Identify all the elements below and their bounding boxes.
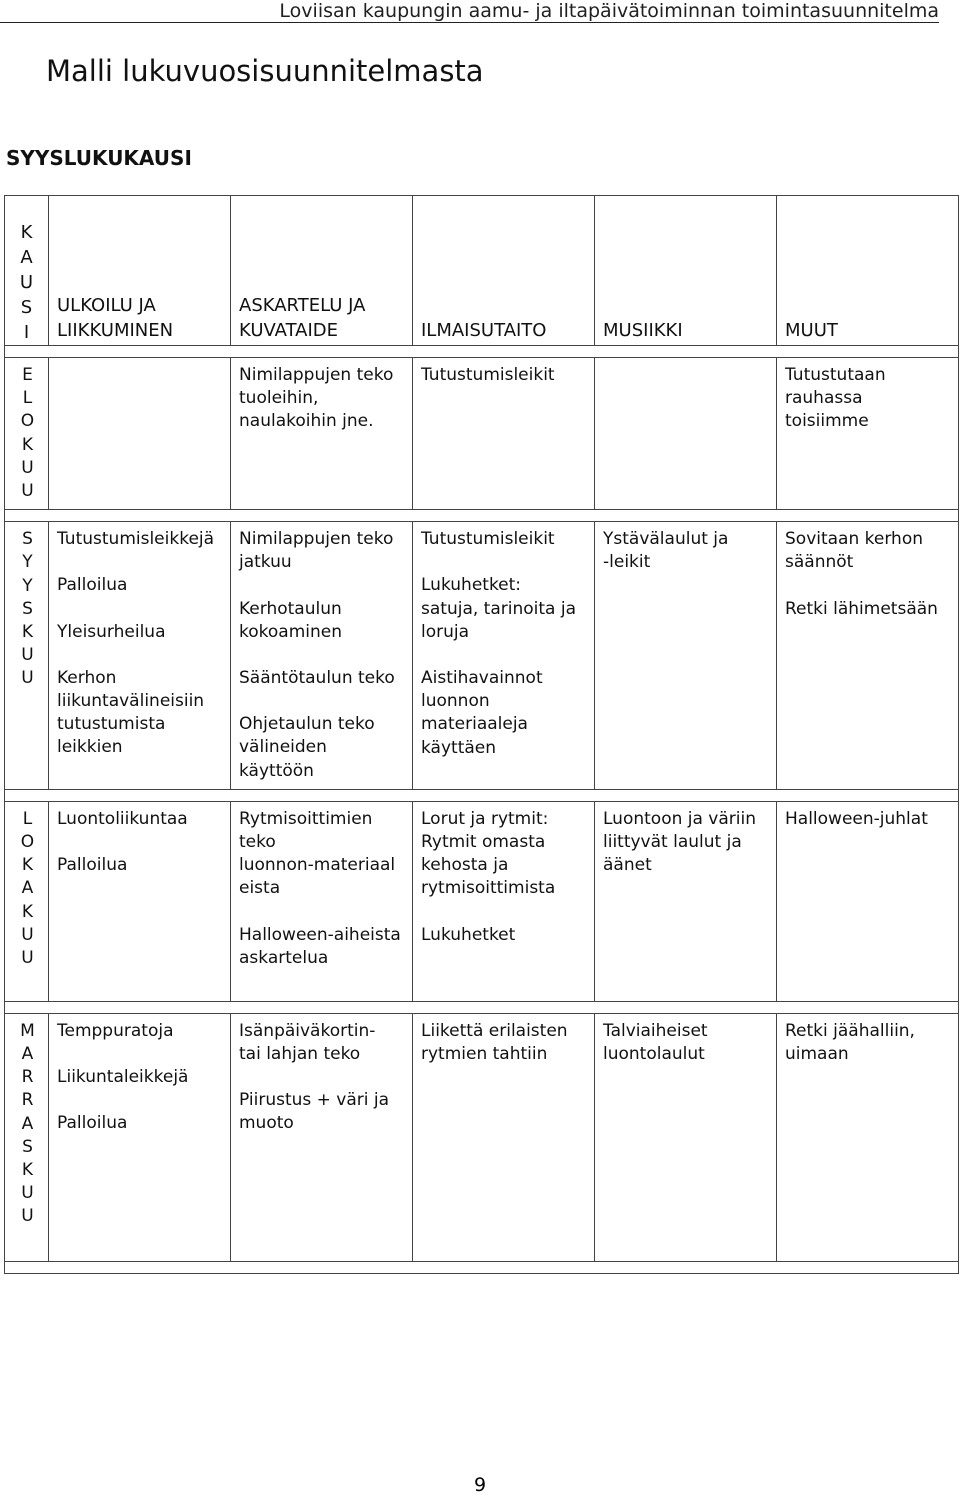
- activity-line: Talviaiheiset: [603, 1020, 708, 1041]
- activity-content: [413, 802, 594, 953]
- activity-line: eista: [239, 878, 281, 899]
- activity-item: [57, 808, 224, 831]
- activity-cell: [777, 801, 959, 1001]
- column-header-label: [595, 312, 776, 345]
- activity-item: [421, 667, 588, 760]
- month-letter: I: [23, 322, 30, 343]
- activity-line: Rytmit omasta: [421, 832, 546, 853]
- row-separator: [5, 510, 959, 522]
- column-header-line: KUVATAIDE: [239, 320, 339, 341]
- activity-line: Tutustumisleikkejä: [57, 529, 215, 550]
- activity-line: Luontoliikuntaa: [57, 808, 188, 829]
- activity-content: [49, 1014, 230, 1142]
- activity-line: Kerhon: [57, 667, 117, 688]
- row-separator: [5, 789, 959, 801]
- month-letter: Y: [22, 552, 33, 573]
- column-header-line: MUUT: [785, 320, 838, 341]
- activity-cell: [595, 358, 777, 510]
- column-header: [777, 196, 959, 346]
- activity-line: Tutustumisleikit: [421, 365, 555, 385]
- column-header-label: [49, 287, 230, 345]
- column-header-line: ASKARTELU JA: [239, 295, 366, 316]
- month-letter: U: [19, 272, 34, 293]
- month-letter: U: [21, 1183, 34, 1204]
- activity-line: Sovitaan kerhon: [785, 529, 923, 550]
- activity-line: säännöt: [785, 552, 854, 573]
- column-header: [413, 196, 595, 346]
- activity-line: Halloween-juhlat: [785, 808, 928, 829]
- month-letter: U: [21, 668, 34, 689]
- month-letter: A: [21, 1113, 34, 1134]
- activity-item: [239, 924, 406, 970]
- activity-line: Aistihavainnot: [421, 668, 543, 689]
- activity-line: Ystävälaulut ja: [603, 529, 729, 550]
- activity-item: [57, 621, 224, 644]
- activity-cell: [49, 522, 231, 790]
- column-header: [49, 196, 231, 346]
- activity-line: Piirustus + väri ja: [239, 1090, 390, 1111]
- activity-content: [413, 358, 594, 393]
- activity-content: [231, 358, 412, 440]
- activity-item: [421, 924, 588, 947]
- activity-line: Lorut ja rytmit:: [421, 808, 549, 829]
- activity-line: Nimilappujen teko: [239, 365, 394, 385]
- activity-item: [785, 528, 952, 574]
- separator-cell: [5, 346, 959, 358]
- activity-item: [57, 528, 224, 551]
- activity-item: [603, 528, 770, 574]
- activity-item: [239, 598, 406, 644]
- activity-item: [603, 808, 770, 878]
- activity-line: uimaan: [785, 1044, 849, 1065]
- activity-line: Retki jäähalliin,: [785, 1020, 915, 1041]
- activity-line: käyttäen: [421, 737, 497, 758]
- activity-content: [49, 358, 230, 370]
- section-title: SYYSLUKUKAUSI: [6, 146, 192, 170]
- month-letter: U: [21, 481, 34, 502]
- column-header-line: MUSIIKKI: [603, 320, 683, 341]
- activity-cell: [777, 1013, 959, 1261]
- activity-line: Nimilappujen teko: [239, 529, 394, 550]
- month-letter: K: [20, 222, 33, 243]
- activity-line: kokoaminen: [239, 621, 342, 642]
- activity-line: luonnon-materiaal: [239, 855, 396, 876]
- month-row: [5, 1013, 959, 1261]
- activity-content: [231, 522, 412, 789]
- activity-item: [421, 1020, 588, 1066]
- activity-cell: [777, 522, 959, 790]
- activity-line: Liikuntaleikkejä: [57, 1067, 189, 1088]
- activity-line: muoto: [239, 1113, 294, 1134]
- activity-item: [421, 528, 588, 551]
- month-letter: R: [21, 1090, 34, 1111]
- row-separator: [5, 346, 959, 358]
- activity-line: teko: [239, 832, 276, 853]
- column-header-label: [777, 312, 958, 345]
- activity-plan-table: [4, 195, 959, 1274]
- activity-line: toisiimme: [785, 411, 869, 432]
- month-letter: S: [22, 1136, 33, 1157]
- separator-cell: [5, 510, 959, 522]
- month-letter: O: [20, 411, 35, 432]
- activity-line: Lukuhetket:: [421, 575, 522, 596]
- month-letter: M: [20, 1020, 35, 1041]
- month-letter: S: [20, 297, 33, 318]
- activity-line: Palloilua: [57, 575, 128, 596]
- activity-cell: [777, 358, 959, 510]
- row-separator: [5, 1001, 959, 1013]
- month-letter: S: [22, 598, 33, 619]
- activity-line: Tutustumisleikit: [421, 529, 555, 550]
- month-letter: E: [22, 365, 33, 385]
- month-letter: U: [21, 924, 34, 945]
- activity-item: [785, 1020, 952, 1066]
- activity-line: askartelua: [239, 947, 329, 968]
- month-name-cell: [5, 1013, 49, 1261]
- month-row: [5, 358, 959, 510]
- month-letter: Y: [22, 575, 33, 596]
- activity-item: [239, 713, 406, 783]
- activity-content: [413, 1014, 594, 1072]
- activity-content: [231, 1014, 412, 1142]
- month-letter: A: [21, 878, 34, 899]
- activity-line: Palloilua: [57, 1113, 128, 1134]
- activity-content: [595, 802, 776, 884]
- activity-item: [57, 574, 224, 597]
- column-header-line: LIIKKUMINEN: [57, 320, 174, 341]
- activity-content: [595, 1014, 776, 1072]
- activity-line: äänet: [603, 855, 652, 876]
- month-letter: K: [21, 855, 34, 876]
- activity-item: [421, 364, 588, 387]
- activity-content: [49, 522, 230, 765]
- activity-content: [777, 1014, 958, 1072]
- separator-cell: [5, 1001, 959, 1013]
- activity-item: [603, 1020, 770, 1066]
- activity-line: Yleisurheilua: [57, 621, 166, 642]
- month-letter: K: [21, 1160, 34, 1181]
- activity-cell: [595, 1013, 777, 1261]
- activity-line: Isänpäiväkortin-: [239, 1020, 376, 1041]
- activity-line: välineiden: [239, 737, 327, 758]
- activity-item: [57, 1066, 224, 1089]
- activity-cell: [231, 801, 413, 1001]
- activity-item: [239, 528, 406, 574]
- month-letter: L: [22, 808, 33, 829]
- activity-line: leikkien: [57, 737, 123, 758]
- activity-cell: [49, 358, 231, 510]
- month-letter: R: [21, 1067, 34, 1088]
- activity-line: Temppuratoja: [57, 1020, 174, 1041]
- month-letters: [5, 218, 48, 345]
- activity-cell: [231, 358, 413, 510]
- month-letter: U: [21, 457, 34, 478]
- activity-line: Luontoon ja väriin: [603, 808, 756, 829]
- activity-line: luontolaulut: [603, 1044, 705, 1065]
- activity-content: [231, 802, 412, 976]
- activity-line: rauhassa: [785, 388, 863, 409]
- running-header: Loviisan kaupungin aamu- ja iltapäivätoiminnan toimintasuunnitelma: [0, 0, 939, 23]
- activity-line: käyttöön: [239, 760, 314, 781]
- activity-line: Tutustutaan: [785, 365, 886, 385]
- activity-line: Palloilua: [57, 855, 128, 876]
- month-letter: L: [22, 388, 33, 409]
- document-title: Malli lukuvuosisuunnitelmasta: [46, 54, 484, 88]
- activity-line: -leikit: [603, 552, 651, 573]
- activity-line: Lukuhetket: [421, 924, 516, 945]
- header-row: [5, 196, 959, 346]
- activity-line: rytmisoittimista: [421, 878, 556, 899]
- activity-cell: [413, 1013, 595, 1261]
- activity-content: [777, 358, 958, 440]
- activity-line: satuja, tarinoita ja: [421, 598, 576, 619]
- month-letter: A: [21, 1044, 34, 1065]
- activity-content: [413, 522, 594, 766]
- activity-item: [785, 364, 952, 434]
- column-header-label: [413, 312, 594, 345]
- activity-item: [57, 1020, 224, 1043]
- activity-content: [777, 522, 958, 627]
- activity-item: [57, 1112, 224, 1135]
- month-letter: K: [21, 622, 34, 643]
- month-name-cell: [5, 801, 49, 1001]
- activity-cell: [413, 358, 595, 510]
- activity-item: [421, 574, 588, 644]
- month-name-cell: [5, 522, 49, 790]
- activity-item: [239, 1020, 406, 1066]
- month-letter: O: [20, 832, 35, 853]
- activity-item: [239, 667, 406, 690]
- activity-line: tuoleihin,: [239, 388, 319, 409]
- activity-line: tutustumista: [57, 714, 166, 735]
- month-row: [5, 801, 959, 1001]
- month-letter: S: [22, 529, 33, 550]
- month-letters: [5, 522, 48, 696]
- month-letter: A: [20, 247, 33, 268]
- column-header-line: ULKOILU JA: [57, 295, 156, 316]
- activity-line: Retki lähimetsään: [785, 598, 938, 619]
- month-letter: K: [21, 434, 34, 455]
- activity-line: jatkuu: [239, 552, 292, 573]
- activity-item: [421, 808, 588, 901]
- activity-line: Ohjetaulun teko: [239, 714, 375, 735]
- month-letters: [5, 358, 48, 509]
- page-number: 9: [473, 1474, 487, 1496]
- month-name-cell: [5, 358, 49, 510]
- activity-cell: [413, 801, 595, 1001]
- activity-line: liikuntavälineisiin: [57, 691, 205, 712]
- activity-line: materiaaleja: [421, 714, 528, 735]
- column-header-line: ILMAISUTAITO: [421, 320, 547, 341]
- activity-cell: [231, 522, 413, 790]
- activity-line: Rytmisoittimien: [239, 808, 373, 829]
- activity-line: liittyvät laulut ja: [603, 832, 742, 853]
- activity-cell: [595, 801, 777, 1001]
- activity-line: Kerhotaulun: [239, 598, 342, 619]
- month-letter: U: [21, 1206, 34, 1227]
- month-letter: U: [21, 948, 34, 969]
- activity-item: [239, 808, 406, 901]
- month-letters: [5, 802, 48, 976]
- activity-item: [57, 667, 224, 760]
- activity-line: loruja: [421, 621, 470, 642]
- activity-line: kehosta ja: [421, 855, 509, 876]
- month-letter: K: [21, 901, 34, 922]
- activity-cell: [595, 522, 777, 790]
- column-header: [595, 196, 777, 346]
- column-header: [231, 196, 413, 346]
- separator-cell: [5, 1261, 959, 1273]
- row-separator: [5, 1261, 959, 1273]
- activity-cell: [231, 1013, 413, 1261]
- activity-line: Sääntötaulun teko: [239, 668, 395, 689]
- separator-cell: [5, 789, 959, 801]
- activity-item: [239, 364, 406, 434]
- activity-line: rytmien tahtiin: [421, 1044, 548, 1065]
- activity-line: Halloween-aiheista: [239, 924, 401, 945]
- month-header-cell: [5, 196, 49, 346]
- activity-item: [239, 1089, 406, 1135]
- column-header-label: [231, 287, 412, 345]
- activity-content: [49, 802, 230, 883]
- month-row: [5, 522, 959, 790]
- month-letter: U: [21, 645, 34, 666]
- activity-line: luonnon: [421, 691, 490, 712]
- activity-item: [57, 854, 224, 877]
- activity-content: [777, 802, 958, 837]
- activity-line: Liikettä erilaisten: [421, 1020, 568, 1041]
- month-letters: [5, 1014, 48, 1235]
- activity-line: tai lahjan teko: [239, 1044, 361, 1065]
- activity-cell: [413, 522, 595, 790]
- activity-item: [785, 598, 952, 621]
- activity-content: [595, 522, 776, 580]
- activity-line: naulakoihin jne.: [239, 411, 374, 432]
- activity-item: [785, 808, 952, 831]
- activity-cell: [49, 801, 231, 1001]
- activity-content: [595, 358, 776, 370]
- activity-cell: [49, 1013, 231, 1261]
